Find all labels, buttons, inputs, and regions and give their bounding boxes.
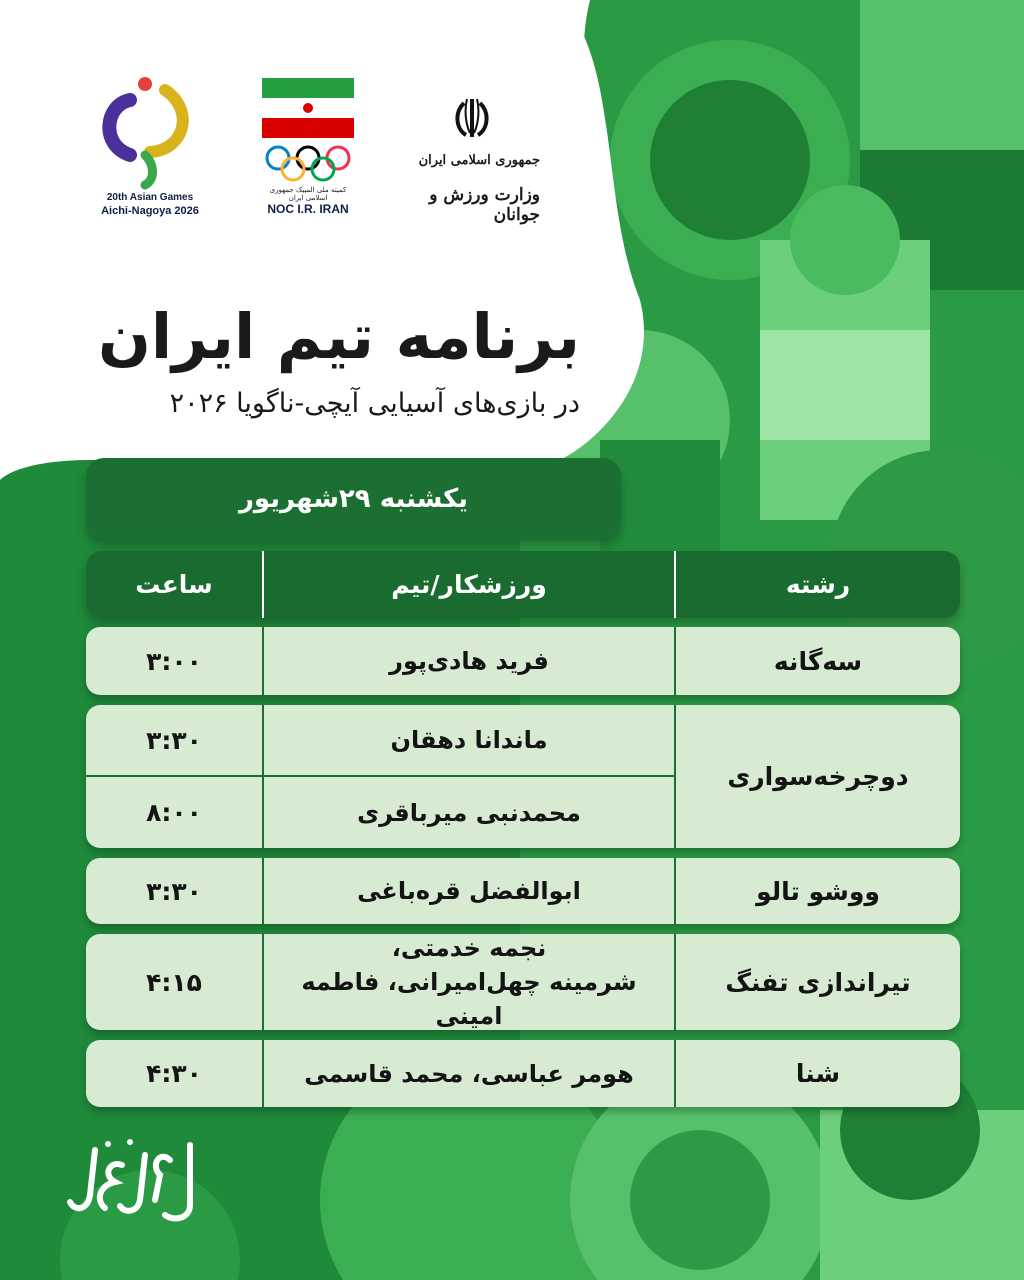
page-title: برنامه تیم ایران bbox=[97, 300, 580, 373]
time-cell: ۳:۰۰ bbox=[146, 646, 202, 676]
iran-emblem-icon bbox=[450, 95, 494, 141]
athlete-cell: ابوالفضل قره‌باغی bbox=[357, 877, 581, 905]
column-divider bbox=[262, 858, 264, 924]
table-header bbox=[86, 551, 960, 618]
header-divider bbox=[262, 551, 264, 618]
time-cell: ۸:۰۰ bbox=[146, 798, 202, 827]
athlete-cell: ماندانا دهقان bbox=[390, 726, 548, 754]
athlete-cell bbox=[264, 934, 674, 1030]
sport-cell: دوچرخه‌سواری bbox=[727, 762, 909, 791]
sport-cell: تیراندازی تفنگ bbox=[725, 967, 911, 997]
date-banner bbox=[86, 458, 621, 540]
brand-logo bbox=[60, 1130, 210, 1230]
header-sport: رشته bbox=[785, 570, 851, 599]
ministry-logo bbox=[390, 95, 550, 225]
ministry-line1: جمهوری اسلامی ایران bbox=[418, 153, 540, 168]
sport-cell: سه‌گانه bbox=[773, 646, 863, 676]
header-time: ساعت bbox=[135, 570, 213, 599]
olympic-rings-icon bbox=[262, 144, 354, 184]
asian-games-line1: 20th Asian Games bbox=[106, 192, 194, 203]
athlete-line: شرمینه چهل‌امیرانی، فاطمه امینی bbox=[301, 968, 637, 1030]
header-divider bbox=[674, 551, 676, 618]
date-text: یکشنبه ۲۹شهریور bbox=[238, 484, 469, 514]
page-subtitle: در بازی‌های آسیایی آیچی-ناگویا ۲۰۲۶ bbox=[169, 388, 580, 419]
athlete-line: نجمه خدمتی، bbox=[391, 934, 547, 962]
table-row bbox=[86, 1040, 960, 1107]
noc-latin-text: NOC I.R. IRAN bbox=[267, 202, 349, 216]
time-cell: ۴:۱۵ bbox=[146, 967, 202, 997]
header-athlete: ورزشکار/تیم bbox=[391, 570, 547, 599]
column-divider bbox=[674, 858, 676, 924]
asian-games-logo bbox=[90, 70, 210, 220]
athlete-cell: فرید هادی‌پور bbox=[389, 647, 549, 675]
noc-persian-text: کمیته ملی المپیک جمهوری اسلامی ایران bbox=[269, 186, 347, 202]
athlete-cell: هومر عباسی، محمد قاسمی bbox=[304, 1059, 634, 1088]
column-divider bbox=[674, 705, 676, 848]
time-cell: ۴:۳۰ bbox=[146, 1059, 202, 1088]
column-divider bbox=[262, 705, 264, 848]
time-cell: ۳:۳۰ bbox=[146, 725, 202, 755]
noc-logo bbox=[262, 78, 354, 218]
table-row bbox=[86, 705, 960, 848]
table-row bbox=[86, 627, 960, 695]
column-divider bbox=[262, 1040, 264, 1107]
sport-cell: ووشو تالو bbox=[756, 876, 880, 906]
sport-cell: شنا bbox=[795, 1059, 841, 1088]
athlete-cell: محمدنبی میرباقری bbox=[357, 798, 581, 827]
column-divider bbox=[674, 934, 676, 1030]
asian-games-line2: Aichi-Nagoya 2026 bbox=[101, 205, 199, 217]
column-divider bbox=[674, 1040, 676, 1107]
time-cell: ۳:۳۰ bbox=[146, 876, 202, 906]
table-row bbox=[86, 858, 960, 924]
brand-calligraphy-icon bbox=[60, 1130, 210, 1230]
column-divider bbox=[262, 627, 264, 695]
table-row bbox=[86, 934, 960, 1030]
column-divider bbox=[262, 934, 264, 1030]
ministry-line2: وزارت ورزش و جوانان bbox=[429, 185, 540, 225]
asian-games-emblem-icon bbox=[90, 70, 210, 190]
iran-flag-icon bbox=[262, 78, 354, 140]
column-divider bbox=[674, 627, 676, 695]
